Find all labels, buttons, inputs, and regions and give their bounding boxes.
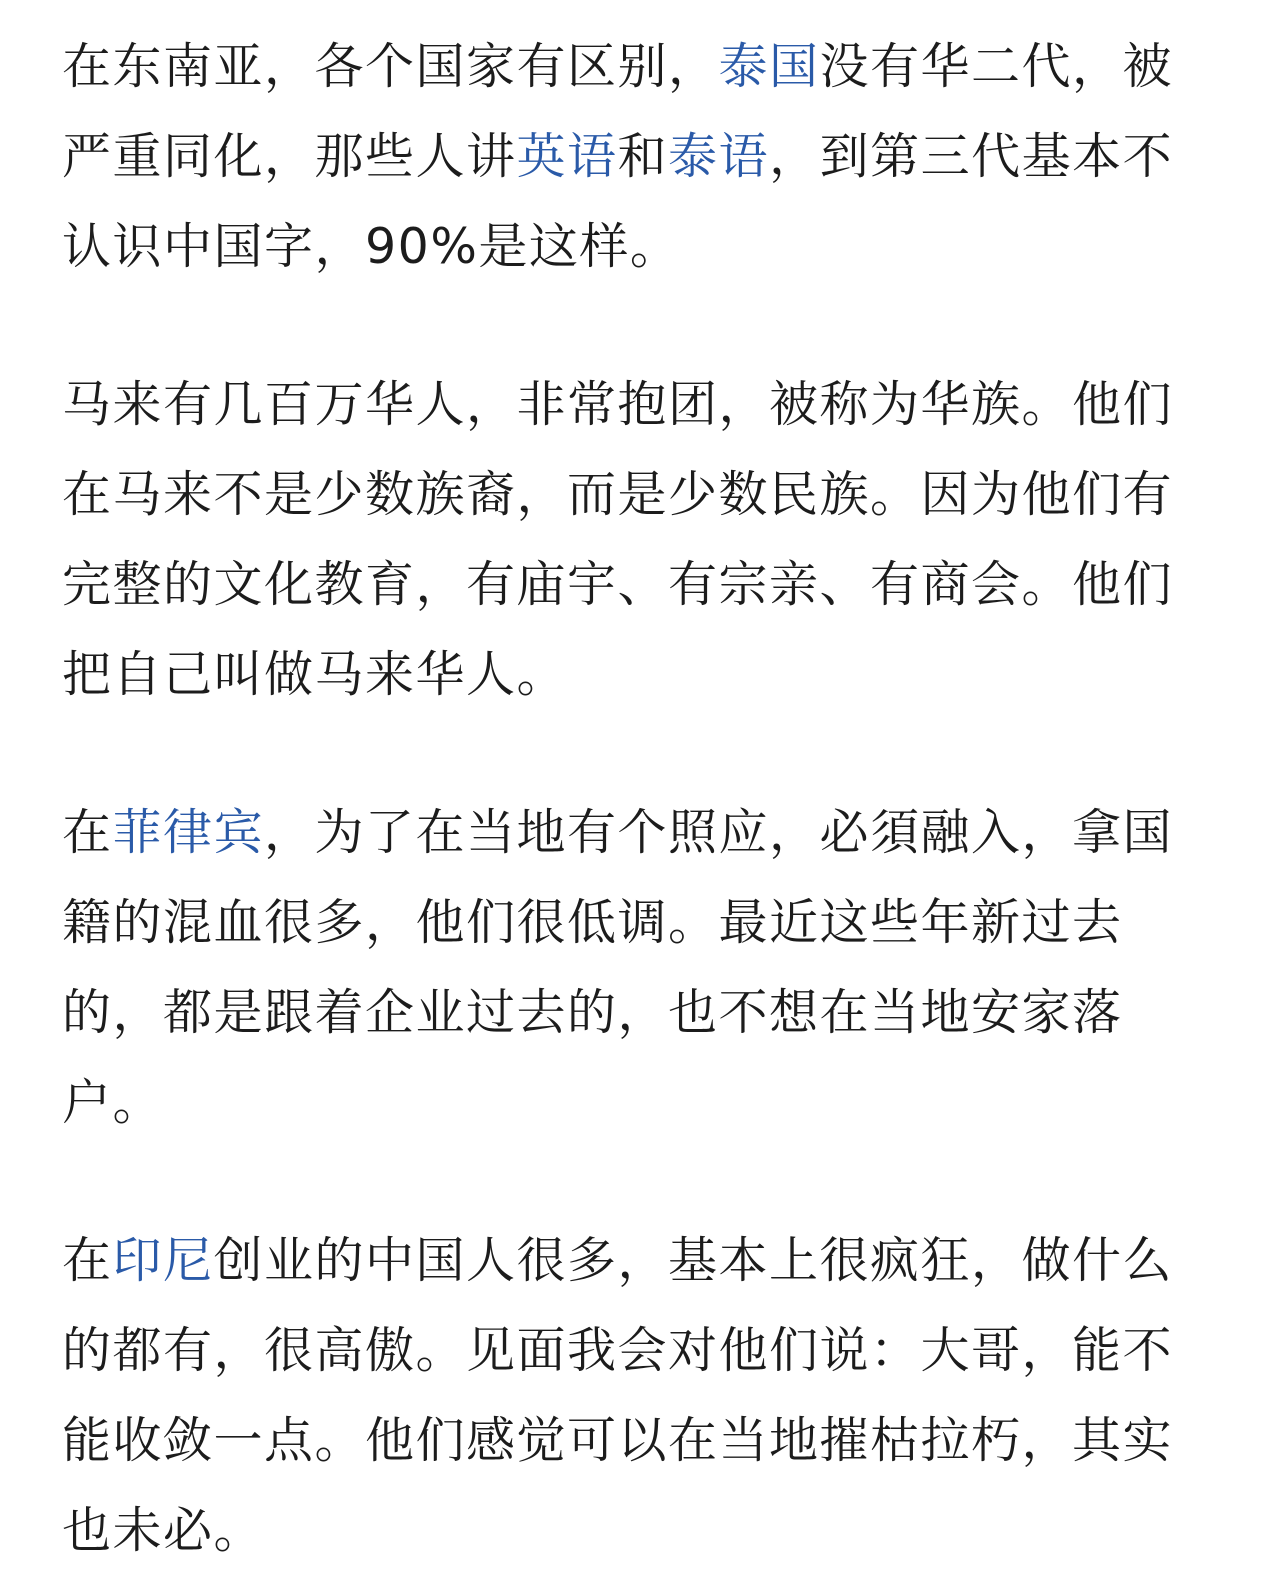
text-line — [62, 1486, 1220, 1576]
text-segment: 创业的中国人很多，基本上很疯狂，做什么 — [213, 1232, 1174, 1289]
text-segment: 把自己叫做马来华人。 — [62, 646, 568, 703]
text-segment: 没有华二代，被 — [819, 38, 1174, 95]
text-segment: ，到第三代基本不 — [769, 128, 1174, 185]
text-line — [62, 630, 1220, 720]
text-line — [62, 540, 1220, 630]
text-segment: 认识中国字，90%是这样。 — [62, 218, 681, 275]
text-line — [62, 788, 1220, 878]
text-segment: 马来有几百万华人，非常抱团，被称为华族。他们 — [62, 376, 1174, 433]
text-line — [62, 360, 1220, 450]
text-line — [62, 1306, 1220, 1396]
text-line — [62, 202, 1220, 292]
text-line — [62, 1396, 1220, 1486]
text-segment: 的，都是跟着企业过去的，也不想在当地安家落 — [62, 984, 1123, 1041]
text-segment: 严重同化，那些人讲 — [62, 128, 517, 185]
paragraph-1 — [62, 22, 1220, 292]
paragraph-2 — [62, 360, 1220, 720]
text-segment: 在东南亚，各个国家有区别， — [62, 38, 719, 95]
text-segment: 在马来不是少数族裔，而是少数民族。因为他们有 — [62, 466, 1174, 523]
text-segment: ，为了在当地有个照应，必須融入，拿国 — [264, 804, 1174, 861]
text-segment: 籍的混血很多，他们很低调。最近这些年新过去 — [62, 894, 1123, 951]
keyword-link[interactable]: 泰语 — [668, 128, 770, 185]
text-segment: 能收敛一点。他们感觉可以在当地摧枯拉朽，其实 — [62, 1412, 1174, 1469]
text-segment: 在 — [62, 1232, 113, 1289]
text-line — [62, 1058, 1220, 1148]
text-line — [62, 112, 1220, 202]
keyword-link[interactable]: 英语 — [516, 128, 618, 185]
text-segment: 的都有，很高傲。见面我会对他们说：大哥，能不 — [62, 1322, 1174, 1379]
text-line — [62, 22, 1220, 112]
text-line — [62, 1216, 1220, 1306]
article-body — [62, 22, 1220, 1576]
text-segment: 户。 — [62, 1074, 164, 1131]
keyword-link[interactable]: 菲律宾 — [112, 804, 265, 861]
text-segment: 在 — [62, 804, 113, 861]
keyword-link[interactable]: 印尼 — [112, 1232, 214, 1289]
text-segment: 和 — [617, 128, 669, 185]
keyword-link[interactable]: 泰国 — [718, 38, 820, 95]
paragraph-3 — [62, 788, 1220, 1148]
text-line — [62, 450, 1220, 540]
text-line — [62, 878, 1220, 968]
text-segment: 完整的文化教育，有庙宇、有宗亲、有商会。他们 — [62, 556, 1174, 613]
text-line — [62, 968, 1220, 1058]
text-segment: 也未必。 — [62, 1502, 265, 1559]
paragraph-4 — [62, 1216, 1220, 1576]
